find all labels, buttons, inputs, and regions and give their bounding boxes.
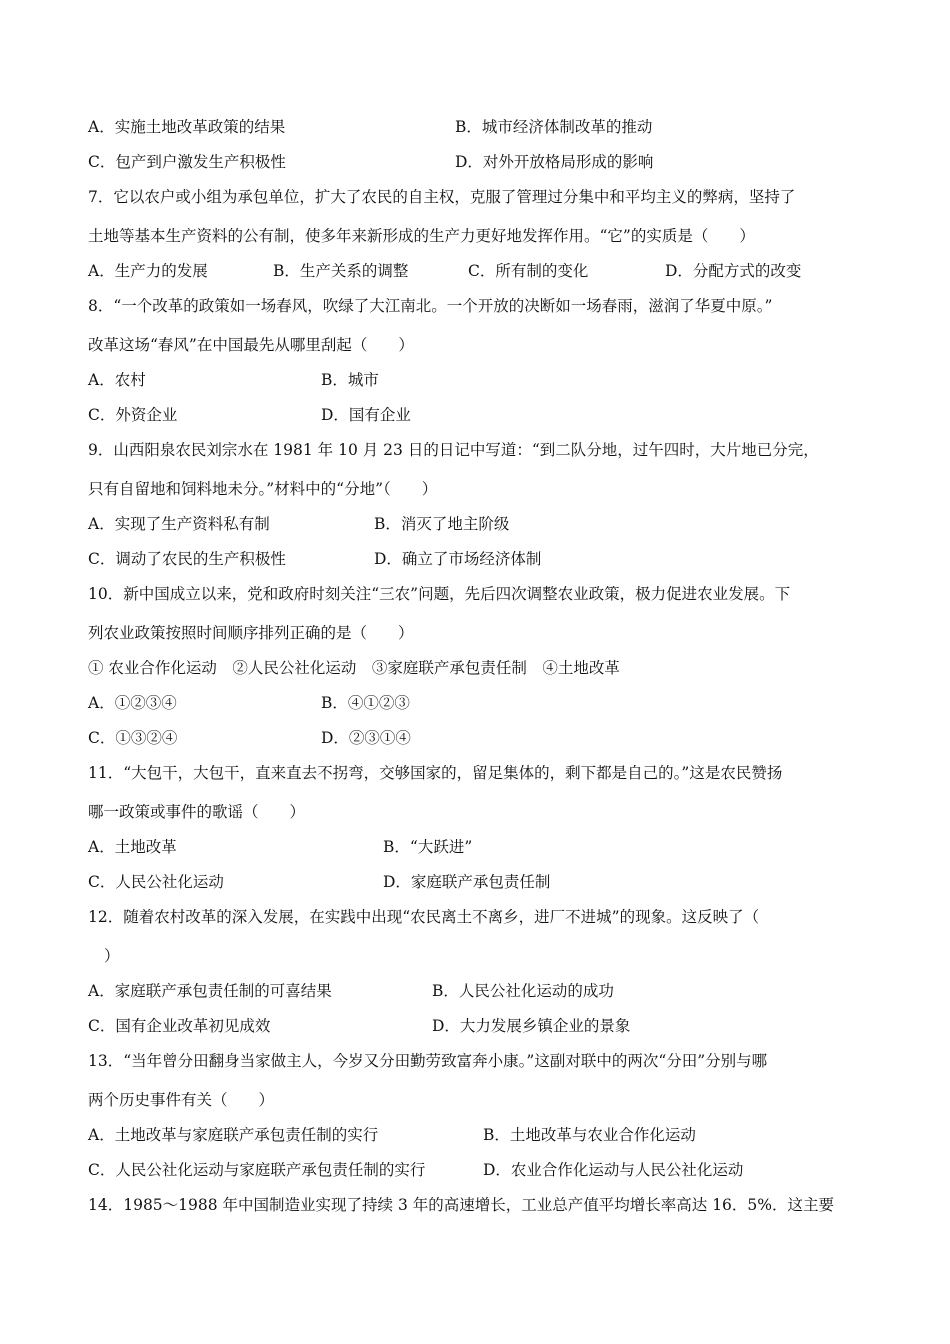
q10-stem-line3: ① 农业合作化运动 ②人民公社化运动 ③家庭联产承包责任制 ④土地改革	[88, 659, 620, 677]
q8-stem-line1: 8．“一个改革的政策如一场春风，吹绿了大江南北。一个开放的决断如一场春雨，滋润了华夏中原。”	[88, 297, 773, 315]
q8-option-c: C．外资企业	[88, 406, 178, 424]
q14-stem-line1: 14．1985～1988 年中国制造业实现了持续 3 年的高速增长，工业总产值平均增长率高达 16．5%．这主要	[88, 1196, 835, 1214]
q13-option-c: C．人民公社化运动与家庭联产承包责任制的实行	[88, 1161, 426, 1179]
q11-stem-line2: 哪一政策或事件的歌谣（ ）	[88, 803, 306, 821]
q10-option-d: D．②③①④	[321, 729, 411, 747]
q6-option-c: C．包产到户激发生产积极性	[88, 153, 286, 171]
q11-option-c: C．人民公社化运动	[88, 873, 224, 891]
q8-option-b: B．城市	[321, 371, 379, 389]
q9-option-a: A．实现了生产资料私有制	[88, 515, 270, 533]
q7-stem-line1: 7．它以农户或小组为承包单位，扩大了农民的自主权，克服了管理过分集中和平均主义的弊病，坚持了	[88, 188, 796, 206]
q11-stem-line1: 11．“大包干，大包干，直来直去不拐弯，交够国家的，留足集体的，剩下都是自己的。”这是农民赞扬	[88, 764, 783, 782]
q7-option-b: B．生产关系的调整	[273, 262, 409, 280]
q7-stem-line2: 土地等基本生产资料的公有制，使多年来新形成的生产力更好地发挥作用。“它”的实质是（ ）	[88, 227, 755, 245]
q12-stem-line1: 12．随着农村改革的深入发展，在实践中出现“农民离土不离乡，进厂不进城”的现象。这反映了（	[88, 908, 760, 926]
q10-option-b: B．④①②③	[321, 694, 410, 712]
q13-stem-line1: 13．“当年曾分田翻身当家做主人，今岁又分田勤劳致富奔小康。”这副对联中的两次“分田”分别与哪	[88, 1052, 768, 1070]
q7-option-a: A．生产力的发展	[88, 262, 208, 280]
q11-option-a: A．土地改革	[88, 838, 177, 856]
q12-option-d: D．大力发展乡镇企业的景象	[432, 1017, 631, 1035]
q6-option-b: B．城市经济体制改革的推动	[455, 118, 653, 136]
q9-stem-line1: 9．山西阳泉农民刘宗水在 1981 年 10 月 23 日的日记中写道：“到二队分地，过午四时，大片地已分完，	[88, 441, 819, 459]
q9-option-d: D．确立了市场经济体制	[374, 550, 542, 568]
q9-option-c: C．调动了农民的生产积极性	[88, 550, 286, 568]
q11-option-b: B．“大跃进”	[383, 838, 473, 856]
q7-option-d: D．分配方式的改变	[665, 262, 802, 280]
q13-option-d: D．农业合作化运动与人民公社化运动	[483, 1161, 744, 1179]
q13-stem-line2: 两个历史事件有关（ ）	[88, 1091, 275, 1109]
q6-option-d: D．对外开放格局形成的影响	[455, 153, 654, 171]
q11-option-d: D．家庭联产承包责任制	[383, 873, 551, 891]
q10-option-c: C．①③②④	[88, 729, 178, 747]
q6-option-a: A．实施土地改革政策的结果	[88, 118, 286, 136]
q10-stem-line2: 列农业政策按照时间顺序排列正确的是（ ）	[88, 624, 414, 642]
q7-option-c: C．所有制的变化	[468, 262, 589, 280]
q12-option-c: C．国有企业改革初见成效	[88, 1017, 271, 1035]
q8-option-a: A．农村	[88, 371, 146, 389]
q12-stem-line2: ）	[104, 947, 120, 965]
q10-stem-line1: 10．新中国成立以来，党和政府时刻关注“三农”问题，先后四次调整农业政策，极力促进农业发展。下	[88, 585, 791, 603]
q9-option-b: B．消灭了地主阶级	[374, 515, 510, 533]
q12-option-b: B．人民公社化运动的成功	[432, 982, 614, 1000]
q13-option-a: A．土地改革与家庭联产承包责任制的实行	[88, 1126, 379, 1144]
q9-stem-line2: 只有自留地和饲料地未分。”材料中的“分地”（ ）	[88, 480, 438, 498]
q10-option-a: A．①②③④	[88, 694, 177, 712]
q13-option-b: B．土地改革与农业合作化运动	[483, 1126, 696, 1144]
q8-option-d: D．国有企业	[321, 406, 411, 424]
q12-option-a: A．家庭联产承包责任制的可喜结果	[88, 982, 332, 1000]
q8-stem-line2: 改革这场“春风”在中国最先从哪里刮起（ ）	[88, 336, 414, 354]
